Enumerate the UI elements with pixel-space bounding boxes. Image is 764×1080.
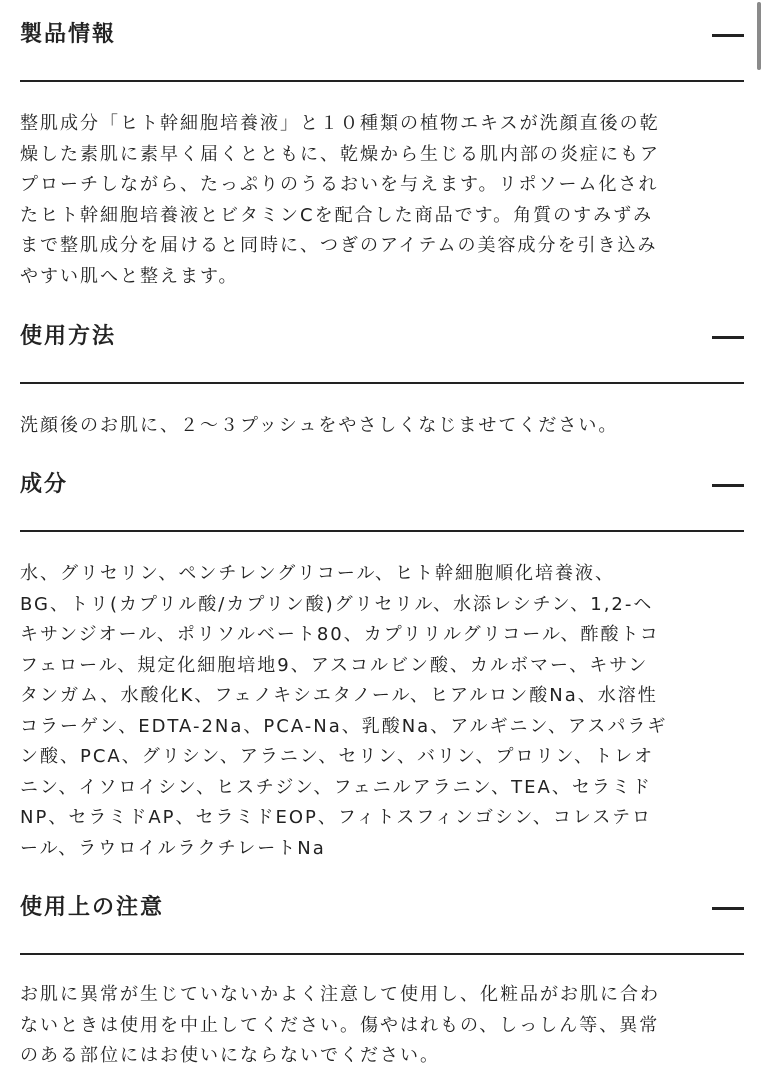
collapse-minus-icon[interactable] — [712, 907, 744, 910]
section-ingredients — [20, 470, 744, 864]
section-body-ingredients: 水、グリセリン、ペンチレングリコール、ヒト幹細胞順化培養液、 BG、トリ(カプリル酸/カプリン酸)グリセリル、水添レシチン、1,2-ヘ キサンジオール、ポリソルベート80、カプリリルグリコール、酢酸トコ フェロール、規定化細胞培地9、アスコルビン酸、カルボマー、キサン タンガム、水酸化K、フェノキシエタノール、ヒアルロン酸Na、水溶性 コラーゲン、EDTA-2Na、PCA-Na、乳酸Na、アルギニン、アスパラギ ン酸、PCA、グリシン、アラニン、セリン、バリン、プロリン、トレオ ニン、イソロイシン、ヒスチジン、フェニルアラニン、TEA、セラミド NP、セラミドAP、セラミドEOP、フィトスフィンゴシン、コレステロ ール、ラウロイルラクチレートNa — [20, 563, 668, 859]
section-body-product-info: 整肌成分「ヒト幹細胞培養液」と１０種類の植物エキスが洗顔直後の乾 燥した素肌に素早く届くとともに、乾燥から生じる肌内部の炎症にもア プローチしながら、たっぷりのうるおいを与えます。リポソーム化され たヒト幹細胞培養液とビタミンCを配合した商品です。角質のすみずみ まで整肌成分を届けると同時に、つぎのアイテムの美容成分を引き込み やすい肌へと整えます。 — [20, 113, 660, 287]
section-title-product-info: 製品情報 — [20, 22, 117, 47]
scrollbar-thumb[interactable] — [757, 2, 761, 70]
collapse-minus-icon[interactable] — [712, 484, 744, 487]
section-header-usage[interactable] — [20, 322, 744, 384]
section-title-usage: 使用方法 — [20, 324, 117, 349]
section-title-ingredients: 成分 — [20, 472, 69, 497]
vertical-scrollbar[interactable] — [754, 0, 764, 75]
section-usage — [20, 322, 744, 442]
section-body-precautions: お肌に異常が生じていないかよく注意して使用し、化粧品がお肌に合わ ないときは使用を中止してください。傷やはれもの、しっしん等、異常 のある部位にはお使いにならないでください。 — [20, 984, 660, 1066]
section-title-precautions: 使用上の注意 — [20, 895, 165, 920]
collapse-minus-icon[interactable] — [712, 34, 744, 37]
section-header-ingredients[interactable] — [20, 470, 744, 532]
section-precautions — [20, 893, 744, 1072]
section-header-product-info[interactable] — [20, 20, 744, 82]
section-body-usage: 洗顔後のお肌に、２〜３プッシュをやさしくなじませてください。 — [20, 415, 619, 436]
collapse-minus-icon[interactable] — [712, 336, 744, 339]
section-product-info — [20, 20, 744, 292]
section-header-precautions[interactable] — [20, 893, 744, 955]
